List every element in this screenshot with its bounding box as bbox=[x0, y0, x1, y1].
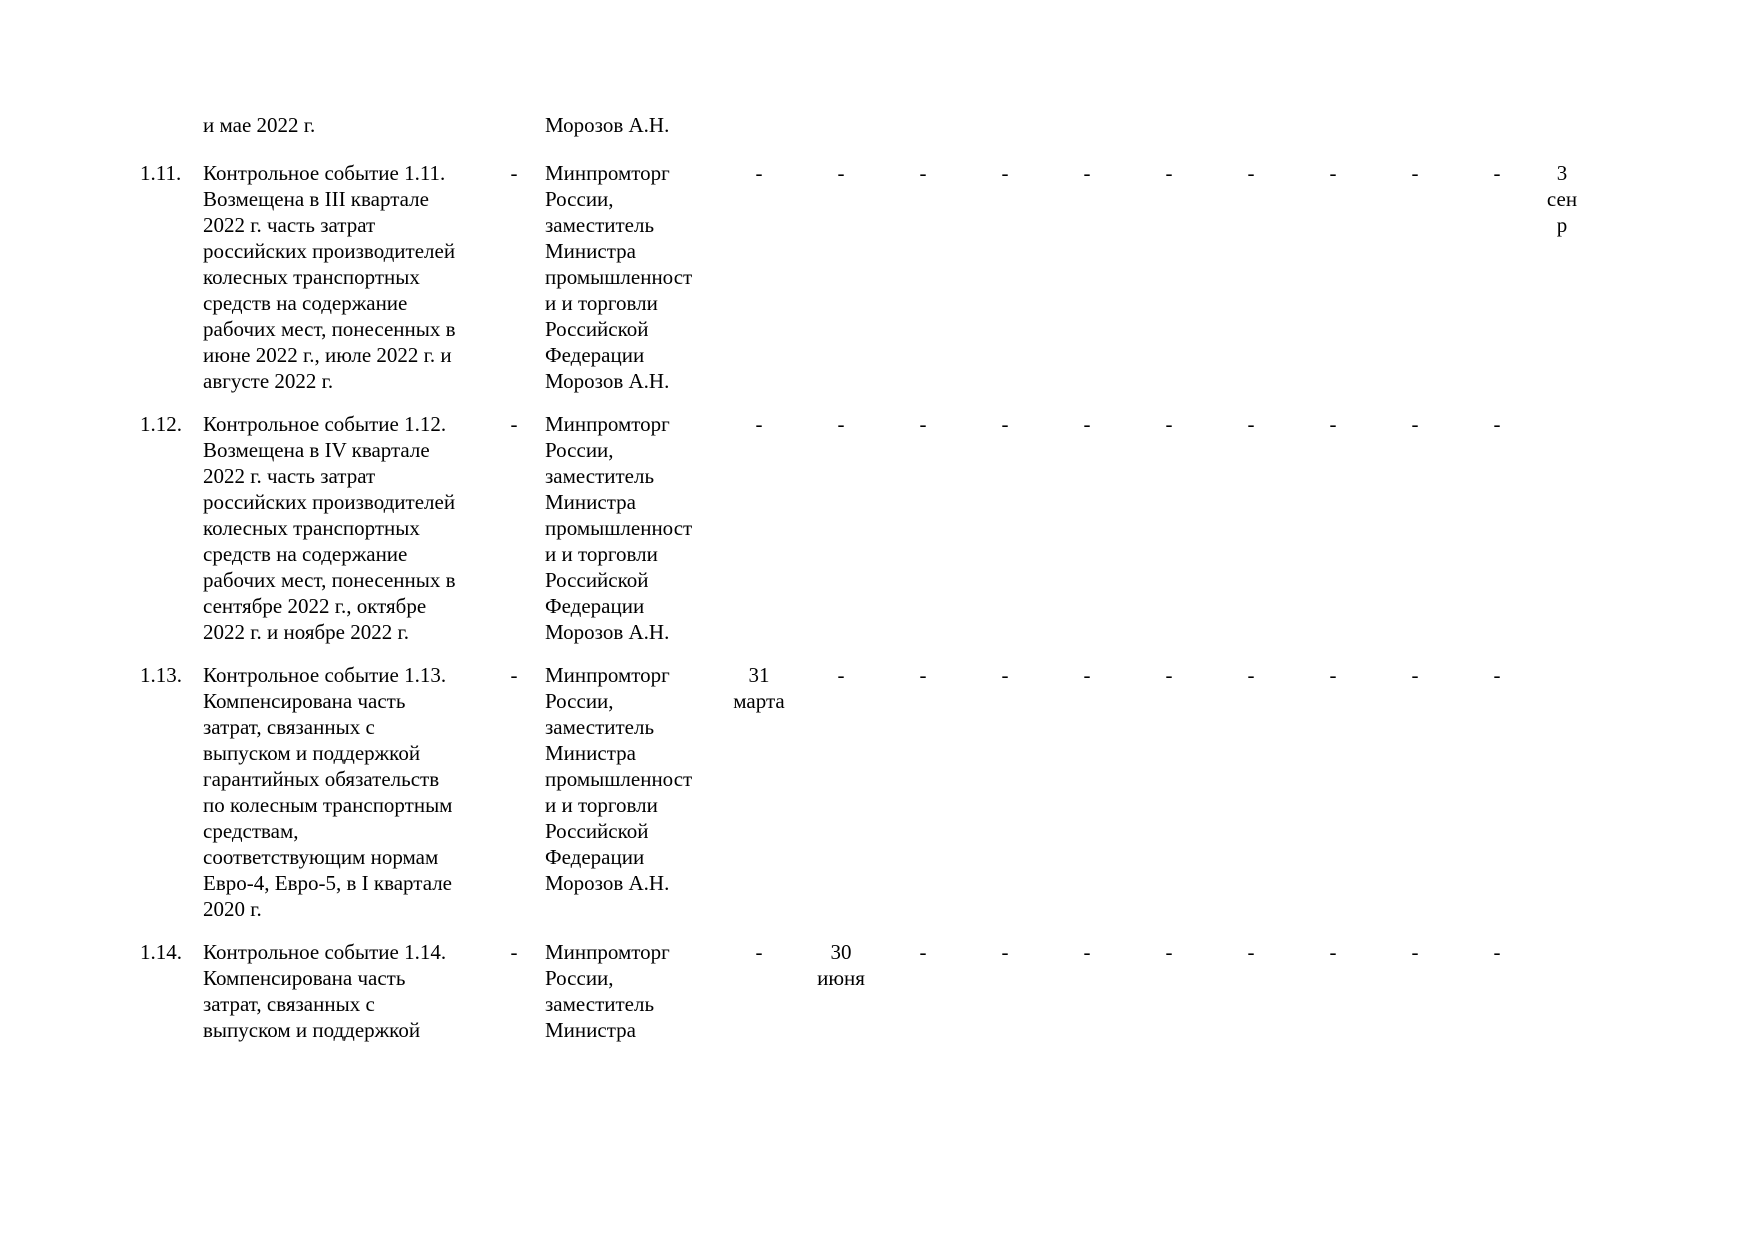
text-line: 2022 г. часть затрат bbox=[203, 213, 376, 237]
row-number bbox=[140, 160, 203, 186]
text-line: - bbox=[1001, 412, 1009, 436]
date-cell bbox=[1292, 112, 1374, 113]
date-cell bbox=[1210, 112, 1292, 113]
table-row bbox=[140, 662, 1754, 922]
text-line: промышленност bbox=[545, 767, 693, 791]
text-line: - bbox=[755, 161, 763, 185]
row-number bbox=[140, 112, 203, 113]
date-cell bbox=[718, 662, 800, 714]
event-description bbox=[203, 411, 483, 645]
date-cell bbox=[1292, 939, 1374, 965]
date-cell bbox=[1456, 411, 1538, 437]
text-line: - bbox=[1493, 663, 1501, 687]
text-line: Компенсирована часть bbox=[203, 689, 406, 713]
date-cell bbox=[882, 160, 964, 186]
date-cell bbox=[1046, 160, 1128, 186]
text-line: заместитель bbox=[545, 992, 655, 1016]
text-line: России, bbox=[545, 966, 614, 990]
text-line: августе 2022 г. bbox=[203, 369, 334, 393]
date-cell bbox=[718, 160, 800, 186]
text-line: Возмещена в IV квартале bbox=[203, 438, 430, 462]
date-cell bbox=[718, 411, 800, 437]
date-cell bbox=[882, 411, 964, 437]
text-line: средств на содержание bbox=[203, 291, 408, 315]
text-line: сентябре 2022 г., октябре bbox=[203, 594, 427, 618]
text-line: - bbox=[1247, 940, 1255, 964]
date-cell bbox=[1128, 939, 1210, 965]
text-line: 2022 г. и ноябре 2022 г. bbox=[203, 620, 409, 644]
row-number bbox=[140, 939, 203, 965]
clipped-date-cell bbox=[1538, 411, 1586, 412]
text-line: средствам, bbox=[203, 819, 299, 843]
date-cell bbox=[1128, 662, 1210, 688]
table-row bbox=[140, 112, 1754, 138]
text-line: - bbox=[837, 663, 845, 687]
text-line: июне 2022 г., июле 2022 г. и bbox=[203, 343, 452, 367]
text-line: - bbox=[510, 663, 518, 687]
text-line: Возмещена в III квартале bbox=[203, 187, 429, 211]
text-line: - bbox=[1247, 663, 1255, 687]
text-line: соответствующим нормам bbox=[203, 845, 439, 869]
text-line: - bbox=[1001, 161, 1009, 185]
date-cell bbox=[1374, 662, 1456, 688]
text-line: Морозов А.Н. bbox=[545, 113, 670, 137]
text-line: - bbox=[919, 412, 927, 436]
row-number bbox=[140, 662, 203, 688]
date-cell bbox=[1046, 939, 1128, 965]
date-cell bbox=[964, 112, 1046, 113]
text-line: Министра bbox=[545, 239, 636, 263]
text-line: Министра bbox=[545, 490, 636, 514]
text-line: промышленност bbox=[545, 516, 693, 540]
text-line: Морозов А.Н. bbox=[545, 871, 670, 895]
text-line: и и торговли bbox=[545, 793, 658, 817]
text-line: - bbox=[1001, 663, 1009, 687]
row-number bbox=[140, 411, 203, 437]
text-line: Федерации bbox=[545, 594, 645, 618]
text-line: 31 bbox=[748, 663, 770, 687]
text-line: выпуском и поддержкой bbox=[203, 741, 421, 765]
date-cell bbox=[1128, 411, 1210, 437]
responsible-executor bbox=[545, 112, 718, 138]
table-row bbox=[140, 411, 1754, 645]
table-row bbox=[140, 939, 1754, 1043]
text-line: - bbox=[510, 161, 518, 185]
text-line: Российской bbox=[545, 317, 649, 341]
text-line: Контрольное событие 1.14. bbox=[203, 940, 447, 964]
text-line: рабочих мест, понесенных в bbox=[203, 317, 456, 341]
text-line: 1.12. bbox=[140, 412, 182, 436]
text-line: - bbox=[837, 412, 845, 436]
text-line: Федерации bbox=[545, 343, 645, 367]
text-line: 30 bbox=[830, 940, 852, 964]
date-cell bbox=[964, 160, 1046, 186]
date-cell bbox=[718, 112, 800, 113]
text-line: - bbox=[1083, 940, 1091, 964]
date-cell bbox=[1292, 160, 1374, 186]
text-line: Минпромторг bbox=[545, 663, 670, 687]
clipped-date-cell bbox=[1538, 662, 1586, 663]
text-line: России, bbox=[545, 187, 614, 211]
text-line: и и торговли bbox=[545, 542, 658, 566]
text-line: - bbox=[1329, 940, 1337, 964]
date-cell bbox=[800, 662, 882, 688]
text-line: России, bbox=[545, 689, 614, 713]
text-line: Евро-4, Евро-5, в I квартале bbox=[203, 871, 453, 895]
text-line: промышленност bbox=[545, 265, 693, 289]
status-dash-cell bbox=[483, 411, 545, 437]
text-line: - bbox=[1329, 663, 1337, 687]
text-line: Российской bbox=[545, 568, 649, 592]
event-description bbox=[203, 112, 483, 138]
date-cell bbox=[1128, 112, 1210, 113]
date-cell bbox=[800, 939, 882, 991]
text-line: - bbox=[1001, 940, 1009, 964]
date-cell bbox=[800, 160, 882, 186]
text-line: 2020 г. bbox=[203, 897, 262, 921]
date-cell bbox=[1456, 112, 1538, 113]
text-line: Минпромторг bbox=[545, 161, 670, 185]
date-cell bbox=[1292, 662, 1374, 688]
text-line: - bbox=[919, 940, 927, 964]
date-cell bbox=[964, 662, 1046, 688]
text-line: - bbox=[919, 663, 927, 687]
text-line: Контрольное событие 1.13. bbox=[203, 663, 447, 687]
date-cell bbox=[882, 939, 964, 965]
text-line: Минпромторг bbox=[545, 940, 670, 964]
responsible-executor bbox=[545, 939, 718, 1043]
date-cell bbox=[882, 112, 964, 113]
status-dash-cell bbox=[483, 939, 545, 965]
text-line: марта bbox=[733, 689, 785, 713]
date-cell bbox=[1374, 939, 1456, 965]
status-dash-cell bbox=[483, 662, 545, 688]
text-line: июня bbox=[817, 966, 865, 990]
date-cell bbox=[1456, 662, 1538, 688]
date-cell bbox=[1046, 662, 1128, 688]
text-line: российских производителей bbox=[203, 239, 456, 263]
text-line: Российской bbox=[545, 819, 649, 843]
text-line: 1.14. bbox=[140, 940, 182, 964]
text-line: - bbox=[1493, 940, 1501, 964]
text-line: по колесным транспортным bbox=[203, 793, 453, 817]
date-cell bbox=[1292, 411, 1374, 437]
text-line: сен bbox=[1546, 187, 1578, 211]
text-line: затрат, связанных с bbox=[203, 992, 375, 1016]
text-line: гарантийных обязательств bbox=[203, 767, 440, 791]
text-line: российских производителей bbox=[203, 490, 456, 514]
date-cell bbox=[1210, 160, 1292, 186]
text-line: - bbox=[1329, 161, 1337, 185]
date-cell bbox=[1374, 160, 1456, 186]
table-row bbox=[140, 160, 1754, 394]
date-cell bbox=[1374, 411, 1456, 437]
date-cell bbox=[1210, 411, 1292, 437]
date-cell bbox=[1210, 662, 1292, 688]
date-cell bbox=[800, 112, 882, 113]
text-line: - bbox=[1493, 161, 1501, 185]
text-line: - bbox=[1083, 412, 1091, 436]
text-line: - bbox=[1165, 161, 1173, 185]
text-line: Морозов А.Н. bbox=[545, 620, 670, 644]
text-line: Федерации bbox=[545, 845, 645, 869]
text-line: Министра bbox=[545, 741, 636, 765]
event-description bbox=[203, 160, 483, 394]
text-line: Морозов А.Н. bbox=[545, 369, 670, 393]
text-line: затрат, связанных с bbox=[203, 715, 375, 739]
date-cell bbox=[1456, 939, 1538, 965]
date-cell bbox=[1210, 939, 1292, 965]
text-line: России, bbox=[545, 438, 614, 462]
text-line: - bbox=[510, 412, 518, 436]
text-line: 1.11. bbox=[140, 161, 182, 185]
text-line: - bbox=[510, 940, 518, 964]
text-line: - bbox=[1411, 161, 1419, 185]
text-line: - bbox=[1247, 161, 1255, 185]
date-cell bbox=[1128, 160, 1210, 186]
responsible-executor bbox=[545, 662, 718, 896]
date-cell bbox=[882, 662, 964, 688]
responsible-executor bbox=[545, 411, 718, 645]
text-line: выпуском и поддержкой bbox=[203, 1018, 421, 1042]
date-cell bbox=[718, 939, 800, 965]
rows bbox=[140, 112, 1754, 1043]
responsible-executor bbox=[545, 160, 718, 394]
text-line: средств на содержание bbox=[203, 542, 408, 566]
text-line: и и торговли bbox=[545, 291, 658, 315]
text-line: - bbox=[1411, 940, 1419, 964]
clipped-date-cell bbox=[1538, 160, 1586, 238]
text-line: Минпромторг bbox=[545, 412, 670, 436]
text-line: 1.13. bbox=[140, 663, 182, 687]
text-line: - bbox=[1493, 412, 1501, 436]
text-line: Контрольное событие 1.12. bbox=[203, 412, 447, 436]
text-line: - bbox=[1083, 663, 1091, 687]
text-line: - bbox=[1247, 412, 1255, 436]
text-line: Контрольное событие 1.11. bbox=[203, 161, 446, 185]
text-line: колесных транспортных bbox=[203, 265, 420, 289]
text-line: заместитель bbox=[545, 213, 655, 237]
text-line: 3 bbox=[1556, 161, 1568, 185]
event-description bbox=[203, 662, 483, 922]
event-description bbox=[203, 939, 483, 1043]
date-cell bbox=[1046, 411, 1128, 437]
text-line: колесных транспортных bbox=[203, 516, 420, 540]
text-line: заместитель bbox=[545, 464, 655, 488]
text-line: Компенсирована часть bbox=[203, 966, 406, 990]
text-line: - bbox=[1165, 412, 1173, 436]
text-line: - bbox=[755, 412, 763, 436]
date-cell bbox=[1456, 160, 1538, 186]
text-line: - bbox=[1329, 412, 1337, 436]
text-line: - bbox=[1411, 663, 1419, 687]
clipped-date-cell bbox=[1538, 112, 1586, 113]
text-line: - bbox=[1411, 412, 1419, 436]
text-line: - bbox=[755, 940, 763, 964]
text-line: - bbox=[1083, 161, 1091, 185]
text-line: заместитель bbox=[545, 715, 655, 739]
date-cell bbox=[1374, 112, 1456, 113]
date-cell bbox=[964, 411, 1046, 437]
text-line: рабочих мест, понесенных в bbox=[203, 568, 456, 592]
clipped-date-cell bbox=[1538, 939, 1586, 940]
date-cell bbox=[800, 411, 882, 437]
text-line: - bbox=[1165, 940, 1173, 964]
text-line: и мае 2022 г. bbox=[203, 113, 316, 137]
text-line: - bbox=[837, 161, 845, 185]
text-line: 2022 г. часть затрат bbox=[203, 464, 376, 488]
text-line: р bbox=[1556, 213, 1568, 237]
text-line: - bbox=[919, 161, 927, 185]
status-dash-cell bbox=[483, 112, 545, 113]
text-line: - bbox=[1165, 663, 1173, 687]
text-line: Министра bbox=[545, 1018, 636, 1042]
date-cell bbox=[1046, 112, 1128, 113]
date-cell bbox=[964, 939, 1046, 965]
status-dash-cell bbox=[483, 160, 545, 186]
